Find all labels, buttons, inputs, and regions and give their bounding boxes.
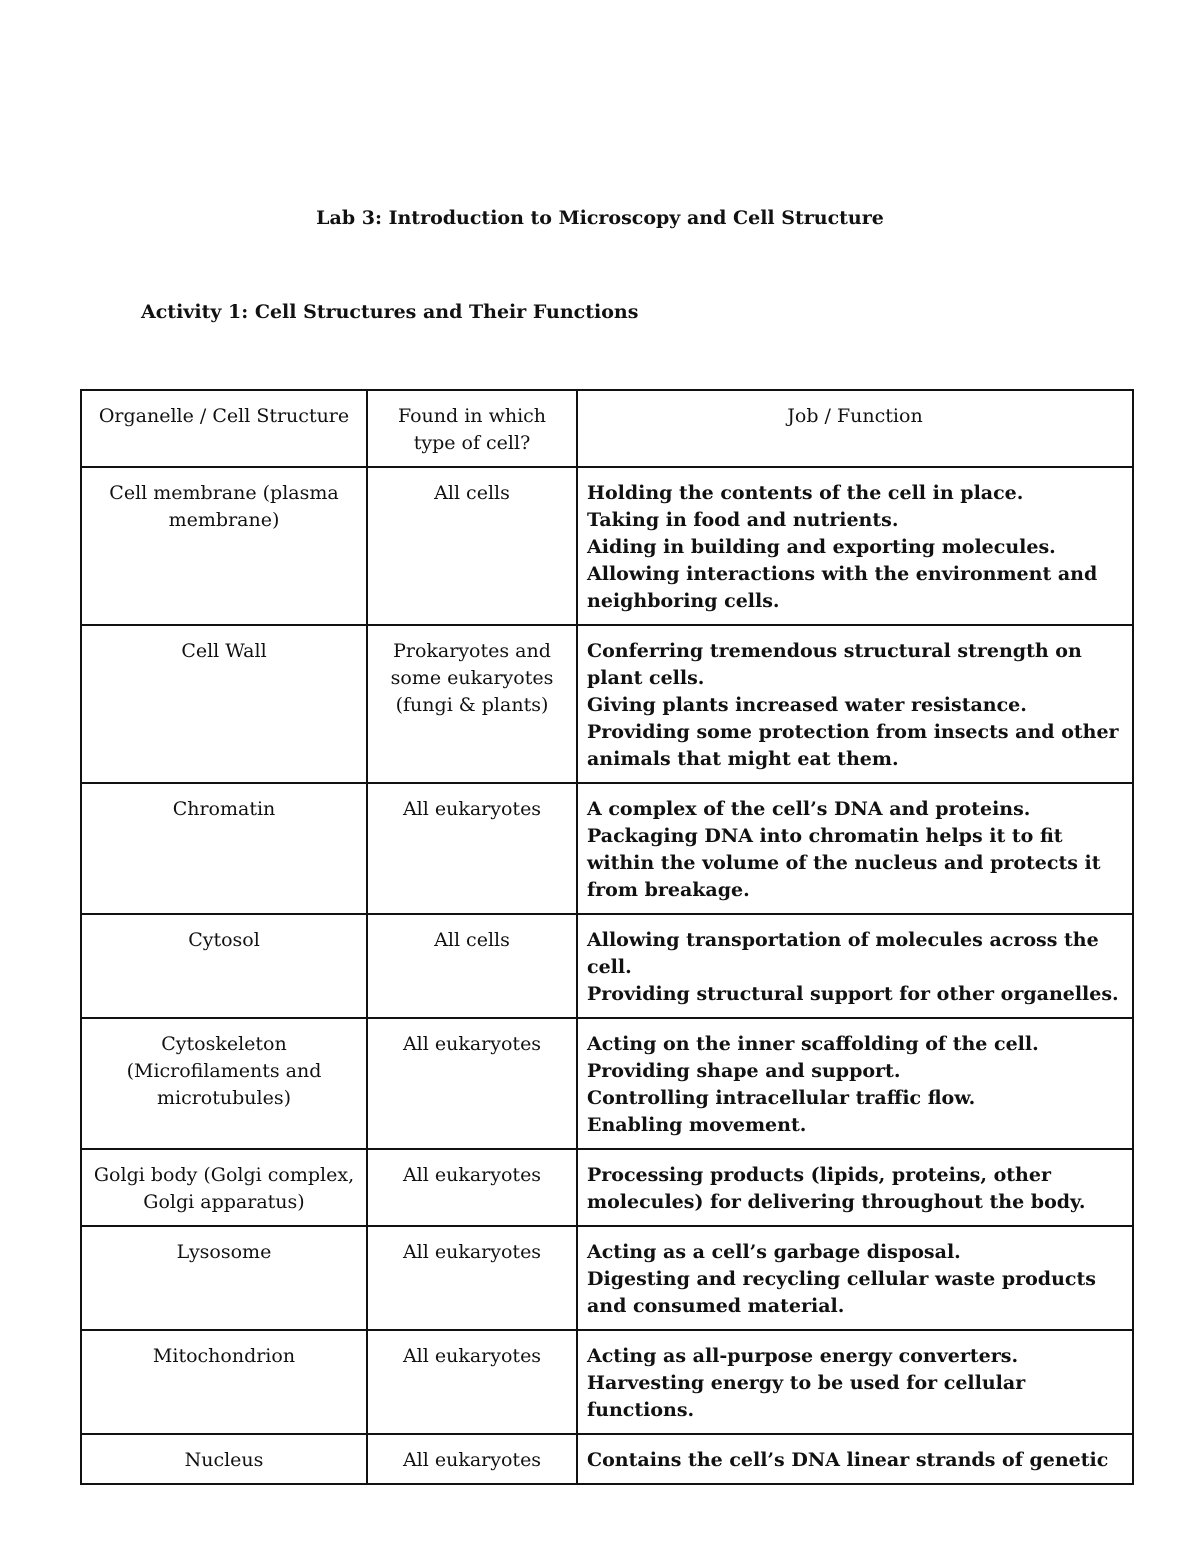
found-in-cell: All eukaryotes (367, 1226, 577, 1330)
function-cell (577, 1226, 1133, 1330)
function-line: Acting as a cell’s garbage disposal. (587, 1241, 961, 1263)
organelle-cell: Cytosol (81, 914, 367, 1018)
found-in-cell: All eukaryotes (367, 783, 577, 914)
function-line: Acting on the inner scaffolding of the cell. (587, 1033, 1039, 1055)
table-row (81, 1434, 1133, 1484)
table-header-row (81, 390, 1133, 467)
found-in-cell: All cells (367, 914, 577, 1018)
organelle-cell: Nucleus (81, 1434, 367, 1484)
organelle-cell: Cell membrane (plasma membrane) (81, 467, 367, 625)
function-line: Allowing transportation of molecules across the cell. (587, 929, 1099, 978)
found-in-cell: Prokaryotes and some eukaryotes (fungi & plants) (367, 625, 577, 783)
function-line: Providing structural support for other organelles. (587, 983, 1119, 1005)
function-cell (577, 1330, 1133, 1434)
activity-title: Activity 1: Cell Structures and Their Functions (141, 301, 639, 323)
table-body (81, 467, 1133, 1484)
function-line: Contains the cell’s DNA linear strands of genetic (587, 1449, 1109, 1471)
function-cell (577, 783, 1133, 914)
found-in-cell: All cells (367, 467, 577, 625)
function-cell (577, 625, 1133, 783)
function-cell (577, 1018, 1133, 1149)
organelle-cell: Cell Wall (81, 625, 367, 783)
table-row (81, 625, 1133, 783)
function-line: Allowing interactions with the environment and neighboring cells. (587, 563, 1098, 612)
table-row (81, 914, 1133, 1018)
function-line: Controlling intracellular traffic flow. (587, 1087, 976, 1109)
function-line: A complex of the cell’s DNA and proteins. Packaging DNA into chromatin helps it to fit within the volume of the nucleus and protects it from breakage. (587, 798, 1101, 901)
function-line: Giving plants increased water resistance. (587, 694, 1027, 716)
organelle-cell: Chromatin (81, 783, 367, 914)
function-line: Processing products (lipids, proteins, other molecules) for delivering throughout the body. (587, 1164, 1086, 1213)
cell-structures-table (80, 389, 1134, 1485)
function-line: Digesting and recycling cellular waste products and consumed material. (587, 1268, 1096, 1317)
header-found-in: Found in which type of cell? (367, 390, 577, 467)
function-line: Enabling movement. (587, 1114, 807, 1136)
header-function: Job / Function (577, 390, 1133, 467)
function-line: Conferring tremendous structural strength on plant cells. (587, 640, 1082, 689)
function-cell (577, 1149, 1133, 1226)
table-row (81, 783, 1133, 914)
organelle-cell: Golgi body (Golgi complex, Golgi apparatus) (81, 1149, 367, 1226)
found-in-cell: All eukaryotes (367, 1149, 577, 1226)
found-in-cell: All eukaryotes (367, 1434, 577, 1484)
header-organelle: Organelle / Cell Structure (81, 390, 367, 467)
table-row (81, 467, 1133, 625)
function-line: Taking in food and nutrients. (587, 509, 899, 531)
function-line: Acting as all-purpose energy converters. (587, 1345, 1019, 1367)
function-cell (577, 914, 1133, 1018)
function-cell (577, 467, 1133, 625)
page-title: Lab 3: Introduction to Microscopy and Cell Structure (316, 207, 884, 229)
function-line: Providing shape and support. (587, 1060, 901, 1082)
organelle-cell: Mitochondrion (81, 1330, 367, 1434)
function-cell (577, 1434, 1133, 1484)
found-in-cell: All eukaryotes (367, 1330, 577, 1434)
found-in-cell: All eukaryotes (367, 1018, 577, 1149)
organelle-cell: Lysosome (81, 1226, 367, 1330)
table-row (81, 1330, 1133, 1434)
function-line: Harvesting energy to be used for cellular functions. (587, 1372, 1026, 1421)
table-row (81, 1018, 1133, 1149)
function-line: Providing some protection from insects and other animals that might eat them. (587, 721, 1119, 770)
table-row (81, 1149, 1133, 1226)
function-line: Aiding in building and exporting molecules. (587, 536, 1056, 558)
table-row (81, 1226, 1133, 1330)
function-line: Holding the contents of the cell in place. (587, 482, 1024, 504)
organelle-cell: Cytoskeleton (Microfilaments and microtubules) (81, 1018, 367, 1149)
